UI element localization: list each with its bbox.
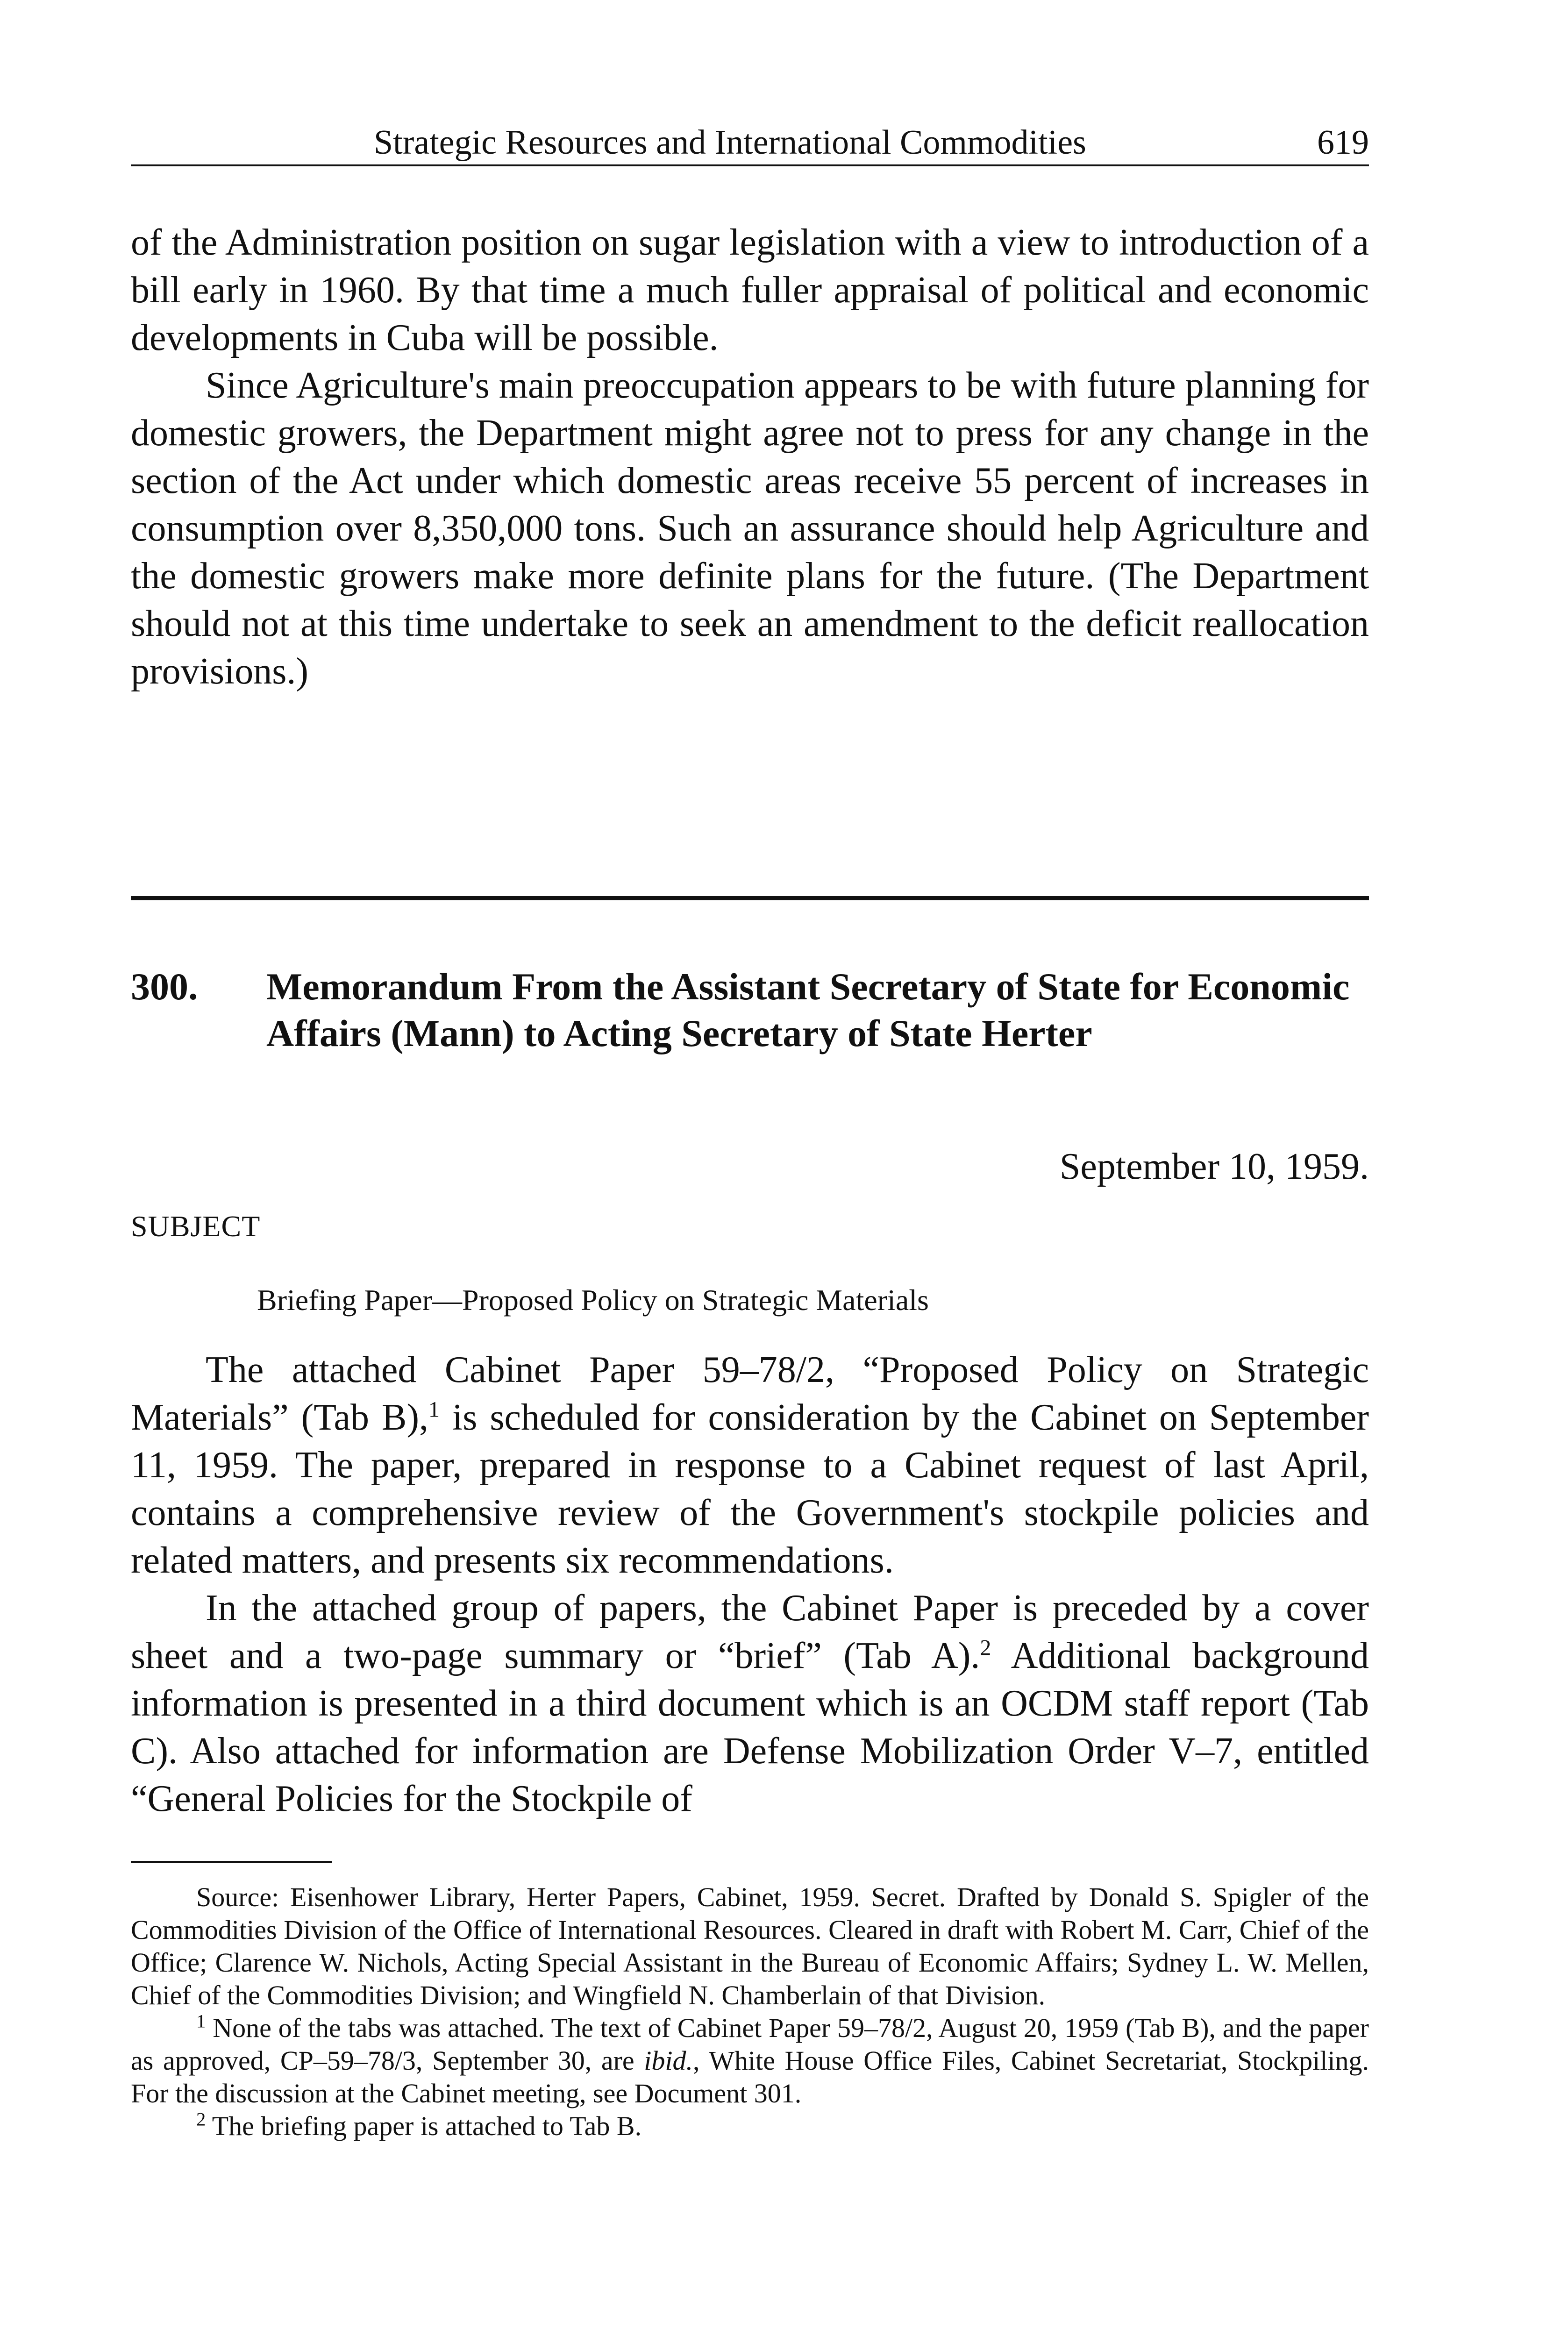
memo-paragraph-2 — [131, 1584, 1369, 1823]
footnote-ref-1: 1 — [428, 1397, 440, 1422]
subject-label: SUBJECT — [131, 1210, 261, 1243]
document-title: Memorandum From the Assistant Secretary of State for Economic Affairs (Mann) to Acting Secretary of State Herter — [266, 965, 1350, 1054]
footnote-2-marker: 2 — [196, 2108, 206, 2130]
footnote-1-ibid: ibid. — [644, 2045, 693, 2076]
header-rule — [131, 164, 1369, 166]
footnote-1-text-b: , White House Office Files, Cabinet Secretariat, Stockpiling. For the discussion at the Cabinet meeting, see Document 301. — [131, 2045, 1369, 2108]
carryover-paragraph-2: Since Agriculture's main preoccupation appears to be with future planning for domestic growers, the Department might agree not to press for any change in the section of the Act under which domestic areas receive 55 percent of increases in consumption over 8,350,000 tons. Such an assurance should help Agriculture and the domestic growers make more definite plans for the future. (The Department should not at this time undertake to seek an amendment to the deficit reallocation provisions.) — [131, 365, 1369, 692]
footnote-2 — [131, 2110, 1369, 2143]
document-number: 300. — [131, 965, 198, 1008]
footnotes — [131, 1881, 1369, 2143]
page-number: 619 — [1317, 123, 1369, 162]
footnote-2-text: The briefing paper is attached to Tab B. — [206, 2111, 642, 2141]
carryover-paragraph-1: of the Administration position on sugar legislation with a view to introduction of a bill early in 1960. By that time a much fuller appraisal of political and economic developments in Cuba will be possible. — [131, 222, 1369, 358]
section-divider — [131, 896, 1369, 900]
memo-paragraph-2-text-b: Additional background information is presented in a third document which is an OCDM staff report (Tab C). Also attached for information are Defense Mobilization Order V–7, entitled “General Policies for the Stockpile of — [131, 1635, 1369, 1819]
document-page — [131, 119, 1369, 2143]
footnote-rule — [131, 1861, 332, 1863]
source-note: Source: Eisenhower Library, Herter Papers, Cabinet, 1959. Secret. Drafted by Donald S. Spigler of the Commodities Division of the Office of International Resources. Cleared in draft with Robert M. Carr, Chief of the Office; Clarence W. Nichols, Acting Special Assistant in the Bureau of Economic Affairs; Sydney L. W. Mellen, Chief of the Commodities Division; and Wingfield N. Chamberlain of that Division. — [131, 1882, 1369, 2010]
memo-paragraph-1-text-b: is scheduled for consideration by the Cabinet on September 11, 1959. The paper, prepared in response to a Cabinet request of last April, contains a comprehensive review of the Government's stockpile policies and related matters, and presents six recommendations. — [131, 1397, 1369, 1581]
document-date: September 10, 1959. — [1059, 1146, 1369, 1187]
memo-paragraph-1 — [131, 1346, 1369, 1584]
footnote-1-text-a: None of the tabs was attached. The text of Cabinet Paper 59–78/2, August 20, 1959 (Tab B), and the paper as approved, CP–59–78/3, September 30, are — [131, 2013, 1369, 2076]
memo-paragraph-1-text-a: The attached Cabinet Paper 59–78/2, “Proposed Policy on Strategic Materials” (Tab B), — [131, 1349, 1369, 1438]
running-header-title: Strategic Resources and International Commodities — [374, 123, 1086, 162]
footnote-1 — [131, 2012, 1369, 2110]
memo-paragraph-2-text-a: In the attached group of papers, the Cabinet Paper is preceded by a cover sheet and a two-page summary or “brief” (Tab A). — [131, 1588, 1369, 1676]
subject-text: Briefing Paper—Proposed Policy on Strategic Materials — [257, 1283, 929, 1317]
footnote-ref-2: 2 — [980, 1635, 991, 1660]
footnote-1-marker: 1 — [196, 2010, 206, 2032]
running-header — [131, 119, 1369, 166]
document-heading — [131, 963, 1369, 1057]
